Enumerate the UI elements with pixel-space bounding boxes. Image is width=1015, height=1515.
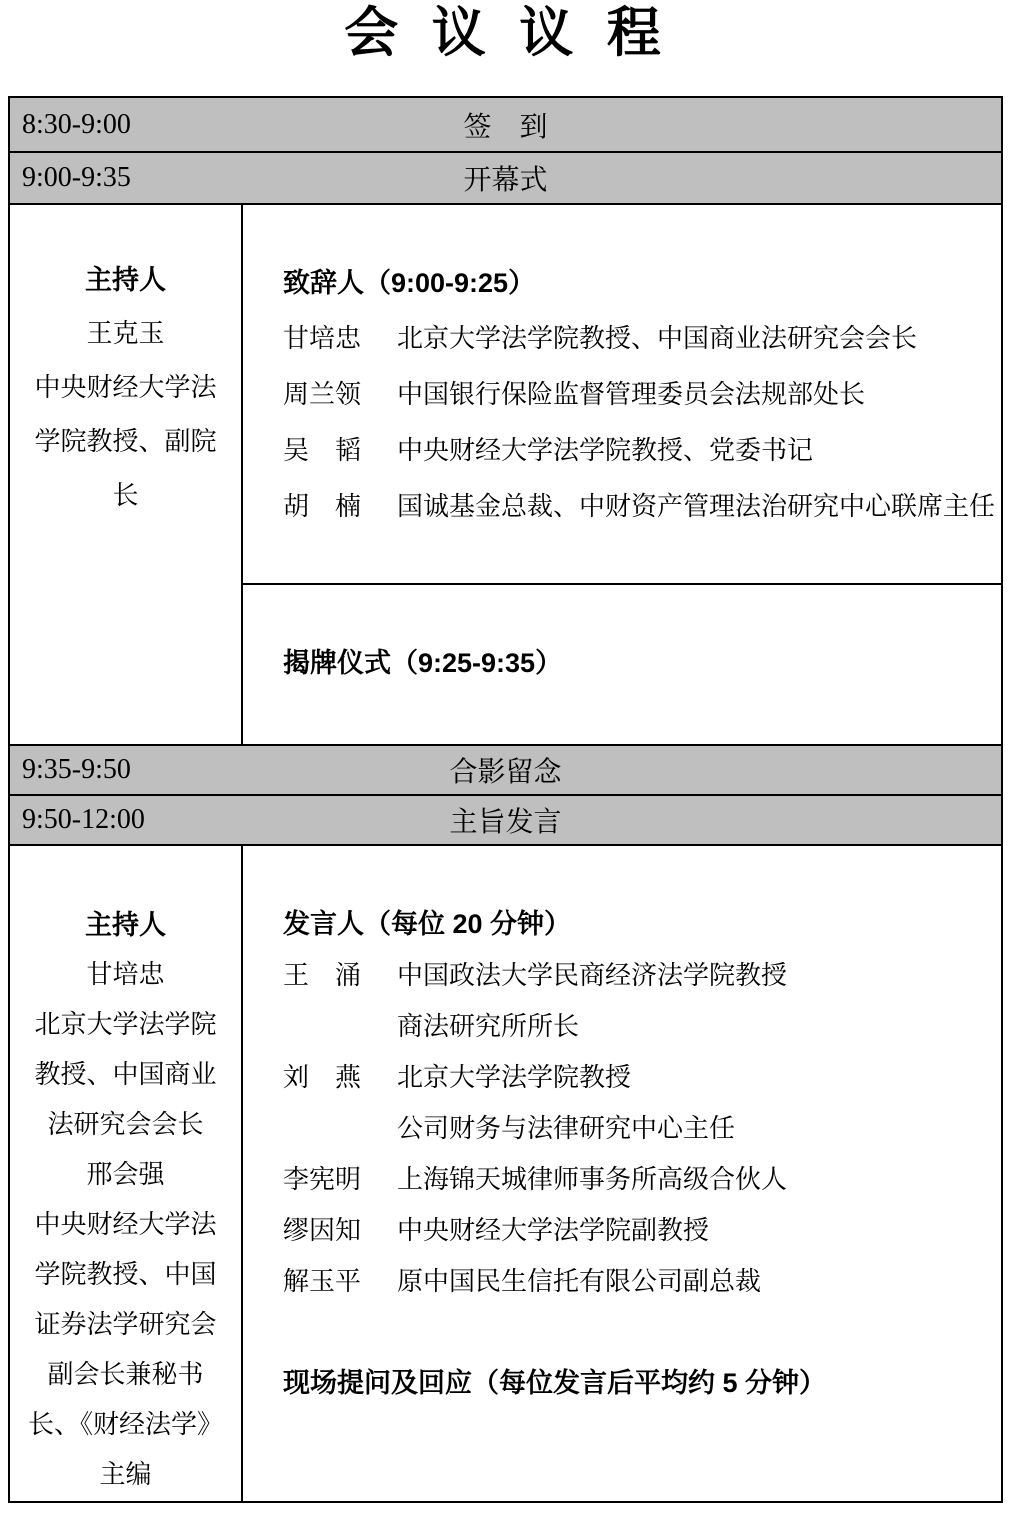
- speaker-title: 中国银行保险监督管理委员会法规部处长: [397, 380, 866, 409]
- signin-activity: 签 到: [463, 111, 548, 143]
- host-info-line: 教授、中国商业: [34, 1060, 217, 1089]
- row-group-photo: [10, 746, 1001, 796]
- speaker-title: 北京大学法学院教授、中国商业法研究会会长: [397, 324, 918, 353]
- keynote-activity: 主旨发言: [449, 807, 562, 838]
- page-title: 会 议 议 程: [344, 3, 671, 63]
- host-info-line: 副会长兼秘书: [47, 1360, 204, 1389]
- opening-host-cell: [10, 205, 243, 744]
- speaker-name: 缪因知: [283, 1216, 362, 1245]
- speaker-line: [283, 1205, 1001, 1256]
- speaker-title: 国诚基金总裁、中财资产管理法治研究中心联席主任: [397, 492, 996, 521]
- speaker-name: [283, 1103, 389, 1154]
- host-info-line: 邢会强: [86, 1160, 165, 1189]
- speaker-line: [283, 1001, 1001, 1052]
- qa-note: 现场提问及回应（每位发言后平均约 5 分钟）: [283, 1368, 827, 1398]
- host-info-line: 法研究会会长: [47, 1110, 204, 1139]
- opening-time: 9:00-9:35: [22, 162, 131, 193]
- agenda-table: [8, 96, 1003, 1503]
- keynote-speaker-list: [283, 950, 1001, 1307]
- speaker-line: [283, 1052, 1001, 1103]
- speaker-title: 中央财经大学法学院副教授: [397, 1216, 710, 1245]
- speaker-name: 王 涌: [283, 961, 362, 990]
- speaker-name: [283, 1001, 389, 1052]
- opening-host-info: [10, 307, 241, 523]
- speaker-title: 中国政法大学民商经济法学院教授: [397, 961, 788, 990]
- host-info-line: 学院教授、副院: [34, 427, 217, 456]
- speaker-line: [283, 1154, 1001, 1205]
- speaker-line: [283, 423, 1001, 479]
- opening-session-detail: [10, 205, 1001, 746]
- speech-speaker-list: [283, 311, 1001, 535]
- row-opening-ceremony: [10, 153, 1001, 205]
- speaker-line: [283, 950, 1001, 1001]
- speaker-name: 解玉平: [283, 1267, 362, 1296]
- row-signin: [10, 98, 1001, 153]
- speaker-name: 刘 燕: [283, 1063, 362, 1092]
- host-info-line: 主编: [99, 1460, 152, 1489]
- host-info-line: 中央财经大学法: [34, 1210, 217, 1239]
- speaker-title: 商法研究所所长: [397, 1012, 580, 1041]
- speaker-name: 甘培忠: [283, 324, 362, 353]
- host-info-line: 北京大学法学院: [34, 1010, 217, 1039]
- speaker-name: 吴 韬: [283, 436, 362, 465]
- unveiling-subcell: [243, 585, 1001, 744]
- speaker-title: 北京大学法学院教授: [397, 1063, 632, 1092]
- opening-host-label: 主持人: [85, 265, 166, 295]
- photo-time: 9:35-9:50: [22, 754, 131, 785]
- speaker-line: [283, 311, 1001, 367]
- photo-activity: 合影留念: [449, 757, 562, 788]
- keynote-time: 9:50-12:00: [22, 804, 145, 835]
- speaker-line: [283, 1103, 1001, 1154]
- speaker-title: 原中国民生信托有限公司副总裁: [397, 1267, 762, 1296]
- speaker-name: 周兰领: [283, 380, 362, 409]
- speaker-title: 公司财务与法律研究中心主任: [397, 1114, 736, 1143]
- keynote-host-label: 主持人: [85, 910, 166, 940]
- host-info-line: 证券法学研究会: [34, 1310, 217, 1339]
- unveiling-heading: 揭牌仪式（9:25-9:35）: [283, 648, 563, 678]
- speaker-title: 上海锦天城律师事务所高级合伙人: [397, 1165, 788, 1194]
- speech-heading: 致辞人（9:00-9:25）: [283, 268, 536, 298]
- host-info-line: 中央财经大学法: [34, 373, 217, 402]
- keynote-heading: 发言人（每位 20 分钟）: [283, 909, 572, 939]
- speaker-name: 李宪明: [283, 1165, 362, 1194]
- speech-subcell: [243, 205, 1001, 585]
- row-keynote-speeches: [10, 796, 1001, 846]
- keynote-content-cell: [243, 846, 1001, 1501]
- opening-activity: 开幕式: [463, 165, 548, 196]
- keynote-host-cell: [10, 846, 243, 1501]
- host-info-line: 长、《财经法学》: [27, 1410, 223, 1439]
- keynote-session-detail: [10, 846, 1001, 1501]
- opening-content-cell: [243, 205, 1001, 744]
- keynote-host-info: [10, 950, 241, 1500]
- speaker-line: [283, 479, 1001, 535]
- host-info-line: 甘培忠: [86, 960, 165, 989]
- signin-time: 8:30-9:00: [22, 108, 131, 140]
- host-info-line: 学院教授、中国: [34, 1260, 217, 1289]
- speaker-line: [283, 1256, 1001, 1307]
- speaker-name: 胡 楠: [283, 492, 362, 521]
- host-info-line: 长: [112, 481, 139, 510]
- host-info-line: 王克玉: [86, 319, 165, 348]
- speaker-title: 中央财经大学法学院教授、党委书记: [397, 436, 814, 465]
- speaker-line: [283, 367, 1001, 423]
